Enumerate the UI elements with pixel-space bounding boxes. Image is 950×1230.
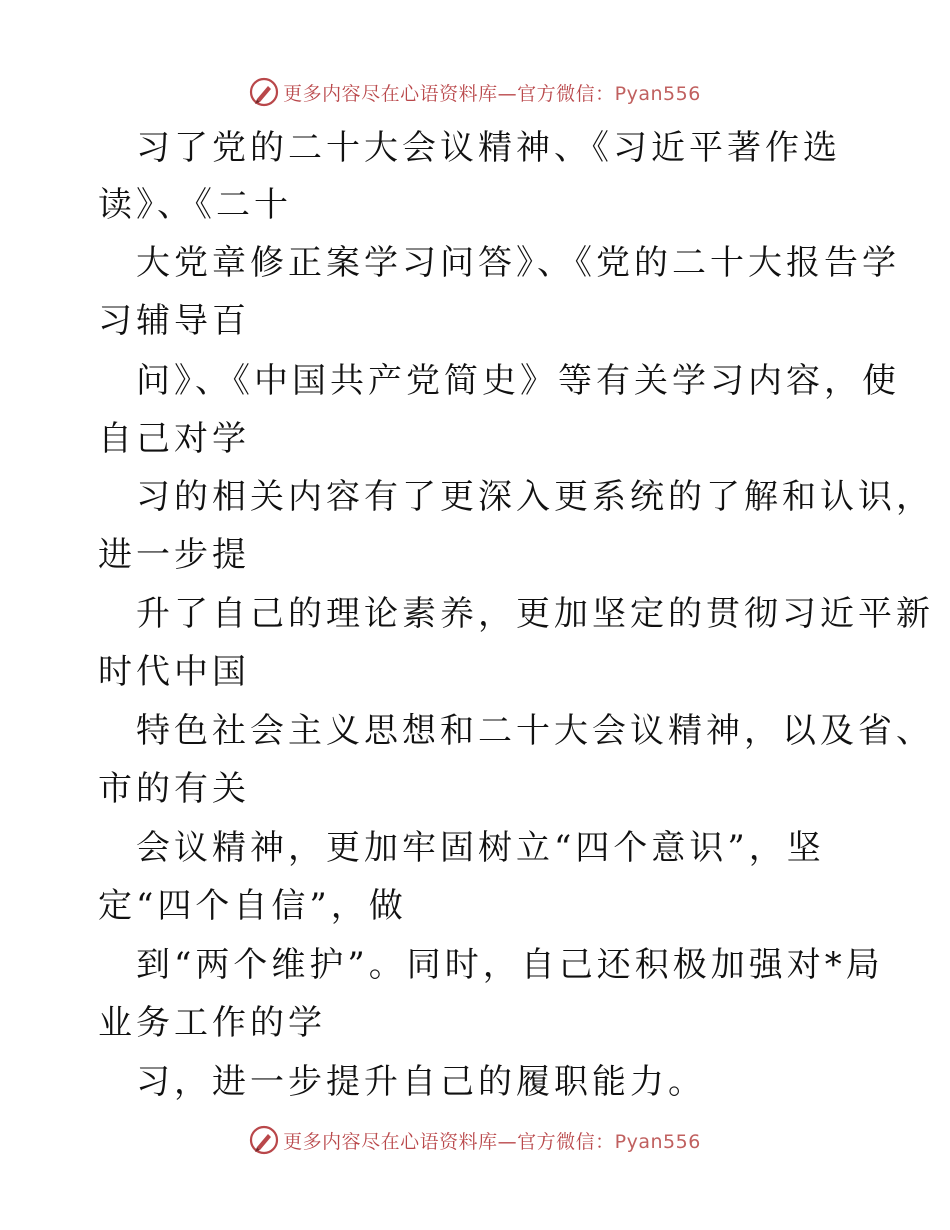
body-line: 大党章修正案学习问答》、《党的二十大报告学 <box>136 243 900 283</box>
body-line: 时代中国 <box>98 652 250 692</box>
body-line: 习，进一步提升自己的履职能力。 <box>136 1062 706 1102</box>
body-line: 问》、《中国共产党简史》等有关学习内容，使 <box>136 361 900 401</box>
header-banner <box>0 72 950 112</box>
body-line: 到“两个维护”。同时，自己还积极加强对*局 <box>136 945 884 985</box>
footer-banner-text: 更多内容尽在心语资料库—官方微信：Pyan556 <box>283 1130 701 1153</box>
body-line: 进一步提 <box>98 535 250 575</box>
footer-banner <box>0 1120 950 1160</box>
body-line: 业务工作的学 <box>98 1003 326 1043</box>
body-line: 自己对学 <box>98 419 250 459</box>
body-line: 会议精神，更加牢固树立“四个意识”，坚 <box>136 828 825 868</box>
header-wechat-id: Pyan556 <box>614 82 701 105</box>
body-line: 习了党的二十大会议精神、《习近平著作选 <box>136 128 841 168</box>
body-line: 读》、《二十 <box>98 185 292 225</box>
body-line: 升了自己的理论素养，更加坚定的贯彻习近平新 <box>136 594 934 634</box>
body-line: 习辅导百 <box>98 301 250 341</box>
header-banner-text: 更多内容尽在心语资料库—官方微信：Pyan556 <box>283 82 701 105</box>
footer-wechat-id: Pyan556 <box>614 1130 701 1153</box>
body-line: 习的相关内容有了更深入更系统的了解和认识， <box>136 477 934 517</box>
body-line: 定“四个自信”，做 <box>98 886 407 926</box>
body-line: 特色社会主义思想和二十大会议精神，以及省、 <box>136 711 934 751</box>
body-line: 市的有关 <box>98 769 250 809</box>
pen-logo-icon <box>249 1125 279 1155</box>
pen-logo-icon <box>249 77 279 107</box>
